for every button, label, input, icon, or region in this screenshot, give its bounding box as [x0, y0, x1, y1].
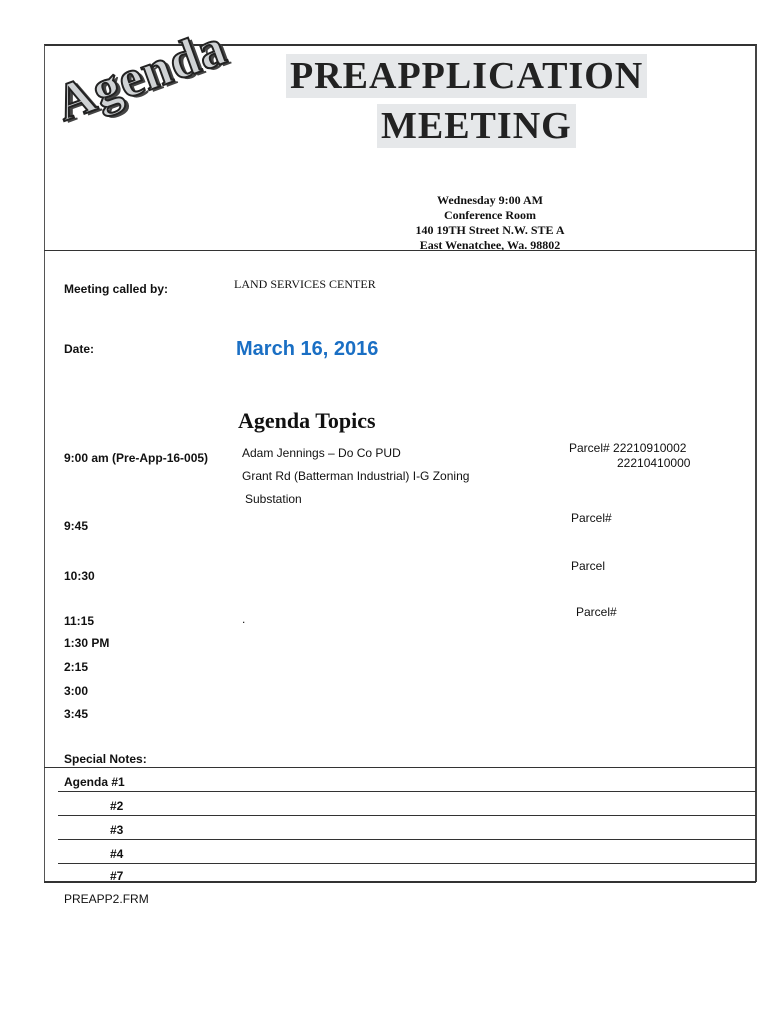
notes-divider — [44, 767, 756, 768]
venue-city: East Wenatchee, Wa. 98802 — [419, 238, 561, 252]
date-value: March 16, 2016 — [236, 338, 379, 360]
title-line-2: MEETING — [377, 104, 576, 148]
date-label: Date: — [64, 342, 95, 356]
special-notes-label: Special Notes: — [64, 752, 147, 766]
time-slot: 9:45 — [64, 519, 89, 533]
notes-row-line — [58, 791, 756, 792]
notes-row-label: Agenda #1 — [64, 775, 125, 789]
agenda-logo: Agenda — [48, 18, 234, 133]
time-slot: 10:30 — [64, 569, 95, 583]
bottom-border — [44, 881, 756, 883]
notes-row-label: #3 — [110, 823, 124, 837]
topic-line-3: Substation — [245, 492, 302, 506]
notes-row-line — [58, 815, 756, 816]
time-slot: 3:00 — [64, 684, 89, 698]
notes-row-label: #4 — [110, 847, 124, 861]
parcel-first-1: Parcel# 22210910002 — [569, 441, 687, 455]
time-slot: 3:45 — [64, 707, 89, 721]
topic-line-1: Adam Jennings – Do Co PUD — [242, 446, 401, 460]
form-code: PREAPP2.FRM — [64, 892, 149, 906]
venue-block — [400, 193, 580, 253]
time-slot: 11:15 — [64, 614, 95, 628]
notes-row-line — [58, 839, 756, 840]
called-by-value: LAND SERVICES CENTER — [234, 277, 376, 291]
parcel-first-2: 22210410000 — [617, 456, 691, 470]
agenda-topics-heading: Agenda Topics — [238, 408, 376, 433]
venue-street: 140 19TH Street N.W. STE A — [415, 223, 565, 237]
topic-line-2: Grant Rd (Batterman Industrial) I-G Zoning — [242, 469, 470, 483]
stray-mark: . — [242, 612, 246, 626]
notes-row-label: #2 — [110, 799, 124, 813]
time-slot: 1:30 PM — [64, 636, 110, 650]
parcel-slot-3: Parcel — [571, 559, 606, 573]
venue-room: Conference Room — [443, 208, 537, 222]
title-line-1: PREAPPLICATION — [286, 54, 647, 98]
notes-row-label: #7 — [110, 869, 124, 883]
parcel-slot-2: Parcel# — [571, 511, 612, 525]
parcel-slot-4: Parcel# — [576, 605, 617, 619]
time-slot-first: 9:00 am (Pre-App-16-005) — [64, 451, 209, 465]
time-slot: 2:15 — [64, 660, 89, 674]
venue-day-time: Wednesday 9:00 AM — [436, 193, 543, 207]
notes-row-line — [58, 863, 756, 864]
header-divider — [44, 250, 756, 251]
called-by-label: Meeting called by: — [64, 282, 169, 296]
